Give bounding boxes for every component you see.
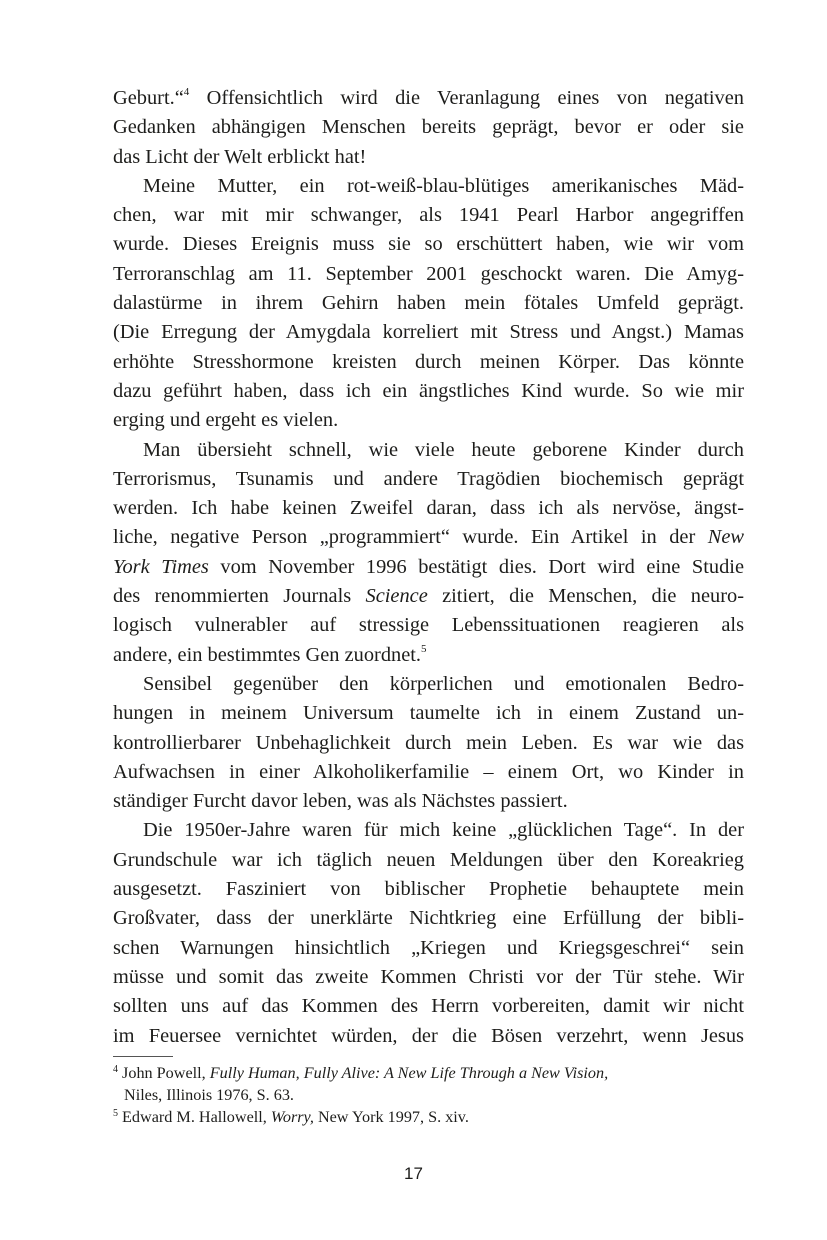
text-line: Aufwachsen in einer Alkoholikerfamilie – einem Ort, wo Kinder in xyxy=(113,760,744,783)
text-line: kontrollierbarer Unbehaglichkeit durch mein Leben. Es war wie das xyxy=(113,731,744,754)
footnote-line: $^5$ Edward M. Hallowell, Worry, New York 1997, S. xiv. xyxy=(113,1108,469,1126)
footnote-line: Niles, Illinois 1976, S. 63. xyxy=(124,1086,294,1104)
text-line: Geburt.“$^4$ Offensichtlich wird die Veranlagung eines von negativen xyxy=(113,86,744,109)
italic-title: Worry, xyxy=(270,1108,314,1126)
text-line: müsse und somit das zweite Kommen Christi vor der Tür stehe. Wir xyxy=(113,965,744,988)
footnote xyxy=(113,1106,744,1128)
footnote-number: 5 xyxy=(113,1108,118,1119)
text-line: erging und ergeht es vielen. xyxy=(113,409,339,432)
text-line: wurde. Dieses Ereignis muss sie so erschüttert haben, wie wir vom xyxy=(113,233,744,256)
text-line: sollten uns auf das Kommen des Herrn vorbereiten, damit wir nicht xyxy=(113,995,744,1018)
italic-title: Science xyxy=(365,585,428,608)
text-line: werden. Ich habe keinen Zweifel daran, dass ich als nervöse, ängst- xyxy=(113,497,744,520)
text-line: liche, negative Person „programmiert“ wurde. Ein Artikel in der New xyxy=(113,526,744,549)
text-line: das Licht der Welt erblickt hat! xyxy=(113,145,367,168)
footnote-marker: 4 xyxy=(183,86,190,98)
body-text xyxy=(113,84,744,1051)
paragraph xyxy=(113,172,744,436)
text-line: des renommierten Journals Science zitiert, die Menschen, die neuro- xyxy=(113,585,744,608)
footnotes xyxy=(113,1062,744,1128)
text-line: erhöhte Stresshormone kreisten durch meinen Körper. Das könnte xyxy=(113,350,744,373)
text-line: (Die Erregung der Amygdala korreliert mit Stress und Angst.) Mamas xyxy=(113,321,744,344)
paragraph xyxy=(113,670,744,816)
text-line: logisch vulnerabler auf stressige Lebenssituationen reagieren als xyxy=(113,614,744,637)
text-line: Grundschule war ich täglich neuen Meldungen über den Koreakrieg xyxy=(113,848,744,871)
text-line: ausgesetzt. Fasziniert von biblischer Prophetie behauptete mein xyxy=(113,878,744,901)
text-line: Meine Mutter, ein rot-weiß-blau-blütiges amerikanisches Mäd- xyxy=(143,174,744,197)
text-line: Sensibel gegenüber den körperlichen und emotionalen Bedro- xyxy=(143,672,744,695)
text-line: dalastürme in ihrem Gehirn haben mein fötales Umfeld geprägt. xyxy=(113,292,744,315)
text-line: Terroranschlag am 11. September 2001 geschockt waren. Die Amyg- xyxy=(113,262,744,285)
italic-title: Fully Human, Fully Alive: A New Life Through a New Vision, xyxy=(209,1064,609,1082)
footnote-divider xyxy=(113,1056,173,1057)
text-line: schen Warnungen hinsichtlich „Kriegen und Kriegsgeschrei“ sein xyxy=(113,936,744,959)
text-line: Gedanken abhängigen Menschen bereits geprägt, bevor er oder sie xyxy=(113,116,744,139)
paragraph xyxy=(113,816,744,1050)
footnote-number: 4 xyxy=(113,1064,118,1075)
text-line: ständiger Furcht davor leben, was als Nächstes passiert. xyxy=(113,790,568,813)
text-line: hungen in meinem Universum taumelte ich in einem Zustand un- xyxy=(113,702,744,725)
italic-title: York Times xyxy=(113,555,209,578)
italic-title: New xyxy=(707,526,744,549)
footnote-line: $^4$ John Powell, Fully Human, Fully Alive: A New Life Through a New Vision, xyxy=(113,1064,609,1082)
text-line: Terrorismus, Tsunamis und andere Tragödien biochemisch geprägt xyxy=(113,467,744,490)
text-line: chen, war mit mir schwanger, als 1941 Pearl Harbor angegriffen xyxy=(113,204,744,227)
text-line: im Feuersee vernichtet würden, der die Bösen verzehrt, wenn Jesus xyxy=(113,1024,744,1047)
footnote-marker: 5 xyxy=(421,642,427,655)
paragraph xyxy=(113,84,744,172)
page-number: 17 xyxy=(404,1164,423,1183)
paragraph xyxy=(113,436,744,670)
text-line: Großvater, dass der unerklärte Nichtkrieg eine Erfüllung der bibli- xyxy=(113,907,744,930)
text-line: Die 1950er-Jahre waren für mich keine „glücklichen Tage“. In der xyxy=(143,819,744,842)
text-line: andere, ein bestimmtes Gen zuordnet.$^5$ xyxy=(113,642,427,666)
footnote xyxy=(113,1062,744,1106)
text-line: dazu geführt haben, dass ich ein ängstliches Kind wurde. So wie mir xyxy=(113,379,744,402)
text-line: York Times vom November 1996 bestätigt dies. Dort wird eine Studie xyxy=(113,555,744,578)
text-line: Man übersieht schnell, wie viele heute geborene Kinder durch xyxy=(143,438,744,461)
